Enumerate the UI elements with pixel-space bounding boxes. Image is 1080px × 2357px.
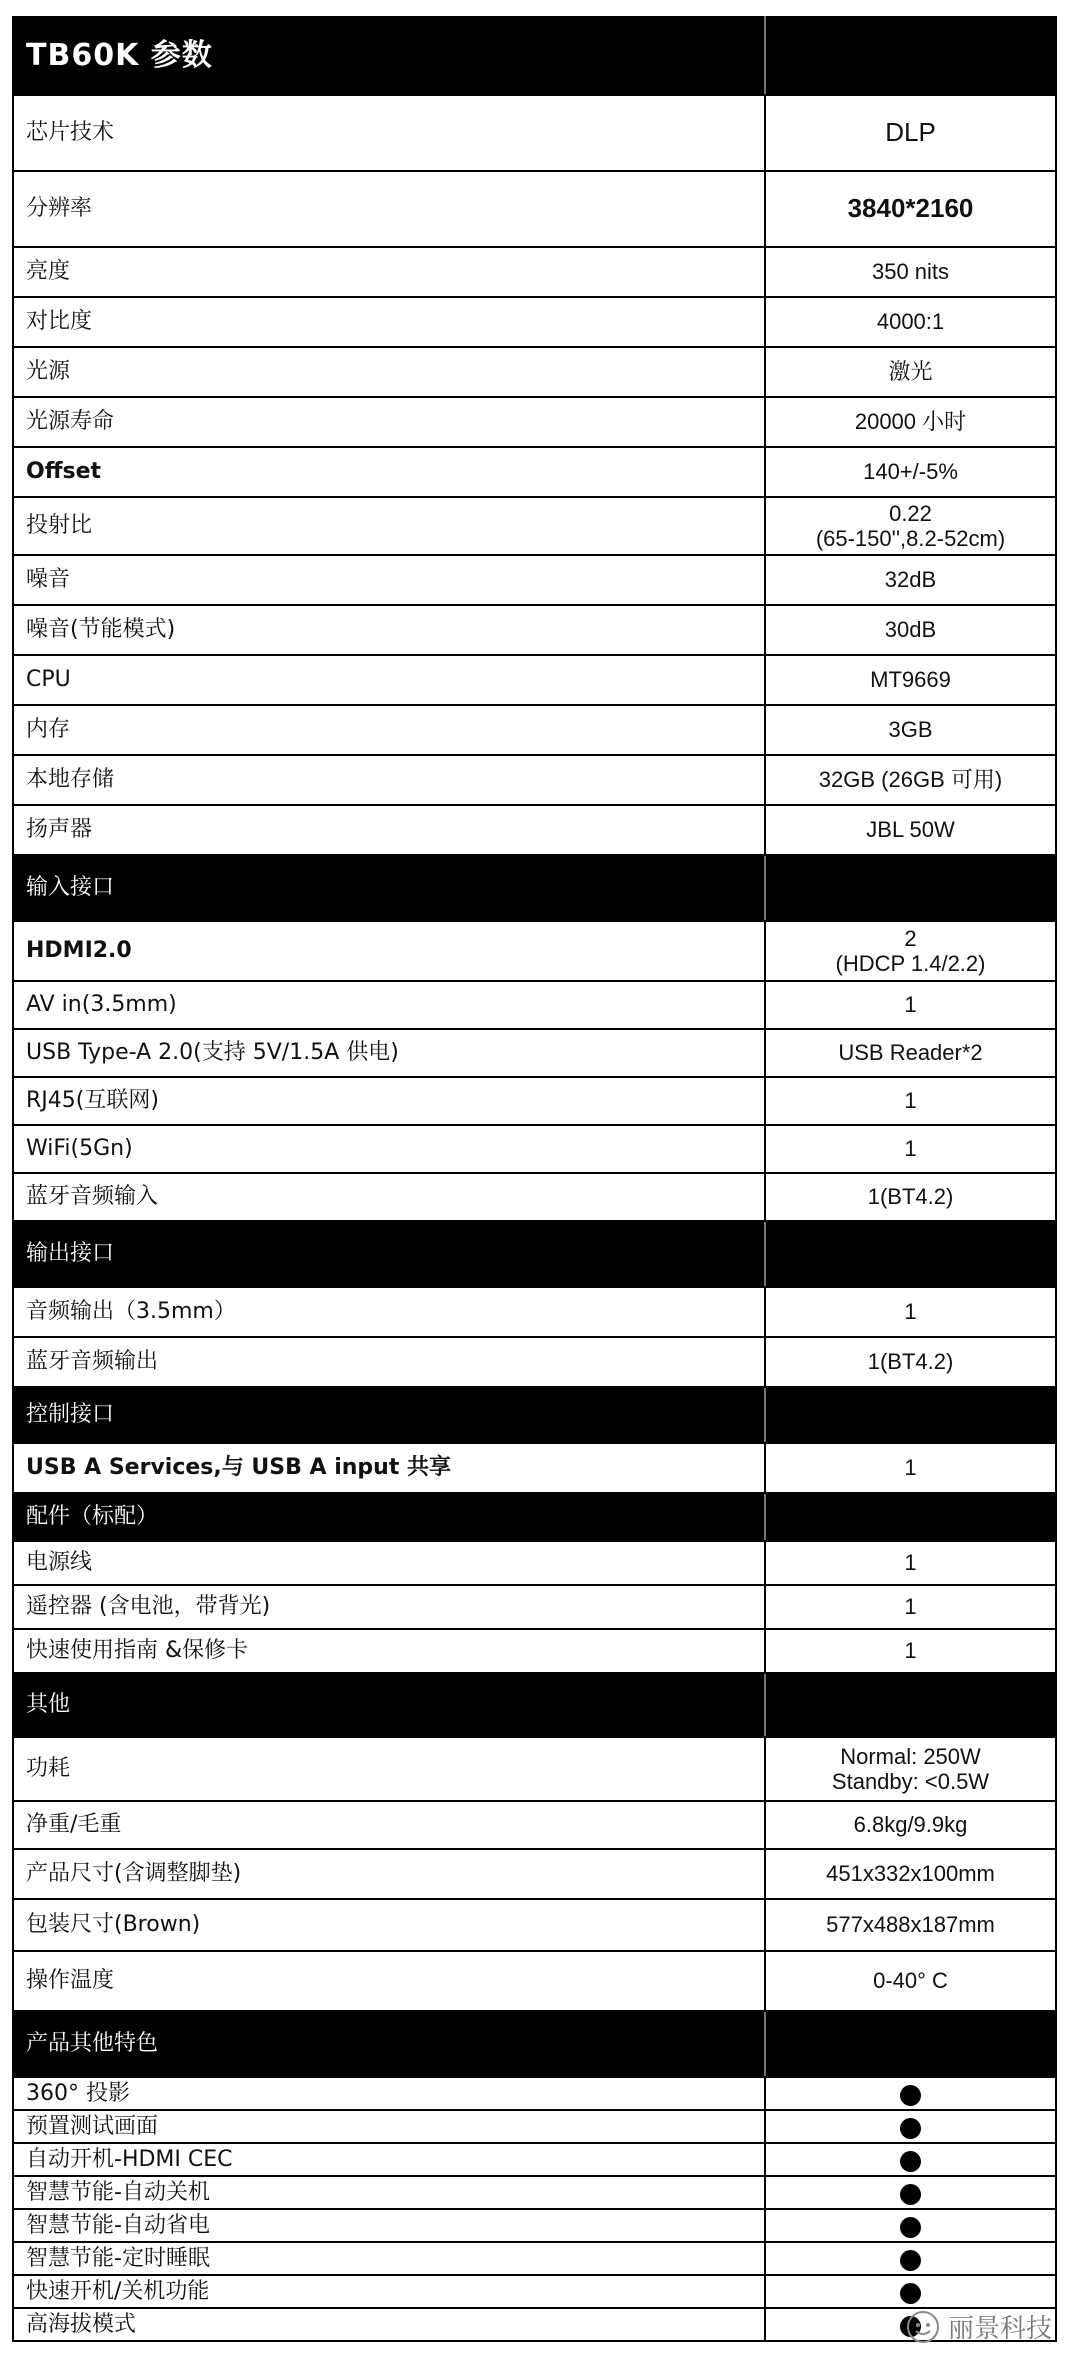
spec-row xyxy=(13,1125,1056,1173)
spec-value xyxy=(765,1585,1056,1629)
spec-value xyxy=(765,1287,1056,1337)
spec-value xyxy=(765,297,1056,347)
spec-label: WiFi(5Gn) xyxy=(13,1125,765,1173)
section-header-row xyxy=(13,2011,1056,2077)
spec-label: 产品尺寸(含调整脚垫) xyxy=(13,1849,765,1899)
spec-value xyxy=(765,2143,1056,2176)
spec-value xyxy=(765,2275,1056,2308)
spec-value xyxy=(765,981,1056,1029)
spec-row xyxy=(13,805,1056,855)
spec-label: HDMI2.0 xyxy=(13,921,765,981)
spec-row xyxy=(13,2077,1056,2110)
spec-value-text: 3GB xyxy=(888,717,933,743)
section-header: 其他 xyxy=(13,1673,765,1737)
spec-value-text-line2: Standby: <0.5W xyxy=(831,1769,990,1794)
spec-label: 智慧节能-定时睡眠 xyxy=(13,2242,765,2275)
spec-label: 自动开机-HDMI CEC xyxy=(13,2143,765,2176)
spec-label: 蓝牙音频输出 xyxy=(13,1337,765,1387)
spec-value-text: 6.8kg/9.9kg xyxy=(853,1812,968,1838)
feature-dot-icon xyxy=(900,2151,921,2172)
spec-value-text: 1 xyxy=(904,1299,917,1325)
spec-value-text: 451x332x100mm xyxy=(826,1861,995,1887)
spec-value-text: MT9669 xyxy=(870,667,951,693)
spec-sheet xyxy=(12,16,1055,2342)
spec-label: 对比度 xyxy=(13,297,765,347)
spec-value-text: Normal: 250W xyxy=(840,1743,981,1769)
spec-row xyxy=(13,605,1056,655)
spec-row xyxy=(13,1337,1056,1387)
spec-value-text: 32dB xyxy=(884,567,937,593)
spec-label: 净重/毛重 xyxy=(13,1801,765,1849)
spec-row xyxy=(13,95,1056,171)
spec-row xyxy=(13,555,1056,605)
section-header-blank xyxy=(765,855,1056,921)
spec-value xyxy=(765,347,1056,397)
spec-value xyxy=(765,1951,1056,2011)
spec-value-text: 1 xyxy=(904,992,917,1018)
title-row xyxy=(13,17,1056,95)
section-header-row xyxy=(13,1387,1056,1443)
spec-value-text: DLP xyxy=(885,117,936,148)
spec-value xyxy=(765,555,1056,605)
spec-row xyxy=(13,1849,1056,1899)
spec-label: 本地存储 xyxy=(13,755,765,805)
spec-row xyxy=(13,447,1056,497)
spec-label: 内存 xyxy=(13,705,765,755)
page-title: TB60K 参数 xyxy=(13,17,765,95)
wechat-logo-icon xyxy=(906,2310,940,2344)
spec-row xyxy=(13,1801,1056,1849)
spec-row xyxy=(13,2110,1056,2143)
section-header-row xyxy=(13,1221,1056,1287)
spec-row xyxy=(13,2209,1056,2242)
spec-row xyxy=(13,171,1056,247)
spec-value-text: 1(BT4.2) xyxy=(867,1184,954,1210)
spec-value-text: 1(BT4.2) xyxy=(867,1349,954,1375)
spec-value-text-line2: (HDCP 1.4/2.2) xyxy=(835,951,986,976)
feature-dot-icon xyxy=(900,2184,921,2205)
spec-value xyxy=(765,2242,1056,2275)
spec-value xyxy=(765,921,1056,981)
section-header-blank xyxy=(765,1493,1056,1541)
spec-value-text: USB Reader*2 xyxy=(838,1040,983,1066)
spec-row xyxy=(13,2242,1056,2275)
spec-row xyxy=(13,1443,1056,1493)
section-header: 输出接口 xyxy=(13,1221,765,1287)
spec-row xyxy=(13,2176,1056,2209)
section-header-blank xyxy=(765,1673,1056,1737)
spec-label: 音频输出（3.5mm） xyxy=(13,1287,765,1337)
feature-dot-icon xyxy=(900,2085,921,2106)
section-header-row xyxy=(13,1673,1056,1737)
spec-value-text: 激光 xyxy=(888,359,933,385)
spec-value xyxy=(765,1737,1056,1801)
spec-value xyxy=(765,1125,1056,1173)
spec-value-text: 30dB xyxy=(884,617,937,643)
spec-value-text: 350 nits xyxy=(871,259,950,285)
spec-value-text: 1 xyxy=(904,1594,917,1620)
spec-value xyxy=(765,1077,1056,1125)
spec-row xyxy=(13,655,1056,705)
section-header-blank xyxy=(765,1387,1056,1443)
spec-row xyxy=(13,981,1056,1029)
watermark-text: 丽景科技 xyxy=(947,2314,1052,2344)
spec-label: 噪音 xyxy=(13,555,765,605)
spec-label: 操作温度 xyxy=(13,1951,765,2011)
spec-value xyxy=(765,447,1056,497)
spec-value-text: 1 xyxy=(904,1638,917,1664)
spec-label: USB Type-A 2.0(支持 5V/1.5A 供电) xyxy=(13,1029,765,1077)
spec-label: 智慧节能-自动关机 xyxy=(13,2176,765,2209)
spec-value xyxy=(765,705,1056,755)
spec-value xyxy=(765,2176,1056,2209)
spec-value xyxy=(765,171,1056,247)
spec-label: CPU xyxy=(13,655,765,705)
spec-label: 光源寿命 xyxy=(13,397,765,447)
spec-label: 功耗 xyxy=(13,1737,765,1801)
spec-value xyxy=(765,497,1056,555)
section-header-row xyxy=(13,855,1056,921)
spec-value-text-line2: (65-150'',8.2-52cm) xyxy=(815,526,1006,551)
section-header: 输入接口 xyxy=(13,855,765,921)
spec-value-text: 140+/-5% xyxy=(863,459,958,485)
spec-label: 投射比 xyxy=(13,497,765,555)
spec-label: 分辨率 xyxy=(13,171,765,247)
section-header-blank xyxy=(765,2011,1056,2077)
feature-dot-icon xyxy=(900,2250,921,2271)
section-header: 产品其他特色 xyxy=(13,2011,765,2077)
spec-label: USB A Services,与 USB A input 共享 xyxy=(13,1443,765,1493)
spec-row xyxy=(13,1077,1056,1125)
spec-value xyxy=(765,1541,1056,1585)
spec-label: 亮度 xyxy=(13,247,765,297)
spec-value xyxy=(765,1443,1056,1493)
feature-dot-icon xyxy=(900,2217,921,2238)
spec-value-text: 1 xyxy=(904,1550,917,1576)
feature-dot-icon xyxy=(900,2118,921,2139)
spec-value-text: 4000:1 xyxy=(876,309,945,335)
spec-row xyxy=(13,2275,1056,2308)
spec-label: 智慧节能-自动省电 xyxy=(13,2209,765,2242)
spec-row xyxy=(13,1541,1056,1585)
spec-value xyxy=(765,1801,1056,1849)
spec-label: 扬声器 xyxy=(13,805,765,855)
spec-row xyxy=(13,2143,1056,2176)
spec-value-text: 20000 小时 xyxy=(854,409,967,435)
spec-row xyxy=(13,1951,1056,2011)
spec-value xyxy=(765,1029,1056,1077)
spec-value xyxy=(765,655,1056,705)
section-header: 控制接口 xyxy=(13,1387,765,1443)
spec-value xyxy=(765,1629,1056,1673)
spec-row xyxy=(13,1029,1056,1077)
spec-value-text: 1 xyxy=(904,1455,917,1481)
spec-label: 高海拔模式 xyxy=(13,2308,765,2341)
spec-value-text: 0.22 xyxy=(889,500,932,526)
spec-value-text: JBL 50W xyxy=(866,817,955,843)
watermark xyxy=(906,2308,1052,2345)
spec-value xyxy=(765,2077,1056,2110)
section-header: 配件（标配） xyxy=(13,1493,765,1541)
spec-label: AV in(3.5mm) xyxy=(13,981,765,1029)
spec-row xyxy=(13,1173,1056,1221)
spec-row xyxy=(13,1899,1056,1951)
spec-value xyxy=(765,95,1056,171)
spec-label: 芯片技术 xyxy=(13,95,765,171)
section-header-blank xyxy=(765,1221,1056,1287)
spec-value-text: 0-40° C xyxy=(873,1968,948,1994)
spec-label: Offset xyxy=(13,447,765,497)
spec-row xyxy=(13,347,1056,397)
spec-label: 蓝牙音频输入 xyxy=(13,1173,765,1221)
spec-value xyxy=(765,755,1056,805)
spec-value xyxy=(765,397,1056,447)
spec-label: 包装尺寸(Brown) xyxy=(13,1899,765,1951)
spec-value-text: 1 xyxy=(904,1136,917,1162)
spec-label: 遥控器 (含电池，带背光) xyxy=(13,1585,765,1629)
spec-value xyxy=(765,1899,1056,1951)
spec-label: 360° 投影 xyxy=(13,2077,765,2110)
spec-value xyxy=(765,605,1056,655)
spec-row xyxy=(13,2308,1056,2341)
spec-row xyxy=(13,397,1056,447)
spec-row xyxy=(13,1737,1056,1801)
title-blank-cell xyxy=(765,17,1056,95)
feature-dot-icon xyxy=(900,2283,921,2304)
spec-row xyxy=(13,1629,1056,1673)
spec-row xyxy=(13,1585,1056,1629)
spec-label: 噪音(节能模式) xyxy=(13,605,765,655)
spec-row xyxy=(13,497,1056,555)
spec-table xyxy=(12,16,1057,2342)
spec-label: 光源 xyxy=(13,347,765,397)
spec-label: RJ45(互联网) xyxy=(13,1077,765,1125)
spec-value xyxy=(765,1849,1056,1899)
spec-value-text: 2 xyxy=(904,925,917,951)
spec-label: 电源线 xyxy=(13,1541,765,1585)
spec-label: 快速使用指南 &保修卡 xyxy=(13,1629,765,1673)
spec-value xyxy=(765,805,1056,855)
spec-row xyxy=(13,755,1056,805)
spec-value xyxy=(765,247,1056,297)
section-header-row xyxy=(13,1493,1056,1541)
spec-row xyxy=(13,297,1056,347)
spec-row xyxy=(13,705,1056,755)
spec-value-text: 32GB (26GB 可用) xyxy=(818,767,1003,793)
spec-value xyxy=(765,2110,1056,2143)
spec-label: 快速开机/关机功能 xyxy=(13,2275,765,2308)
spec-value-text: 3840*2160 xyxy=(847,193,974,224)
spec-value-text: 1 xyxy=(904,1088,917,1114)
spec-row xyxy=(13,921,1056,981)
spec-row xyxy=(13,247,1056,297)
spec-label: 预置测试画面 xyxy=(13,2110,765,2143)
spec-row xyxy=(13,1287,1056,1337)
spec-value xyxy=(765,2209,1056,2242)
spec-value-text: 577x488x187mm xyxy=(826,1912,995,1938)
spec-value xyxy=(765,1173,1056,1221)
spec-value xyxy=(765,1337,1056,1387)
